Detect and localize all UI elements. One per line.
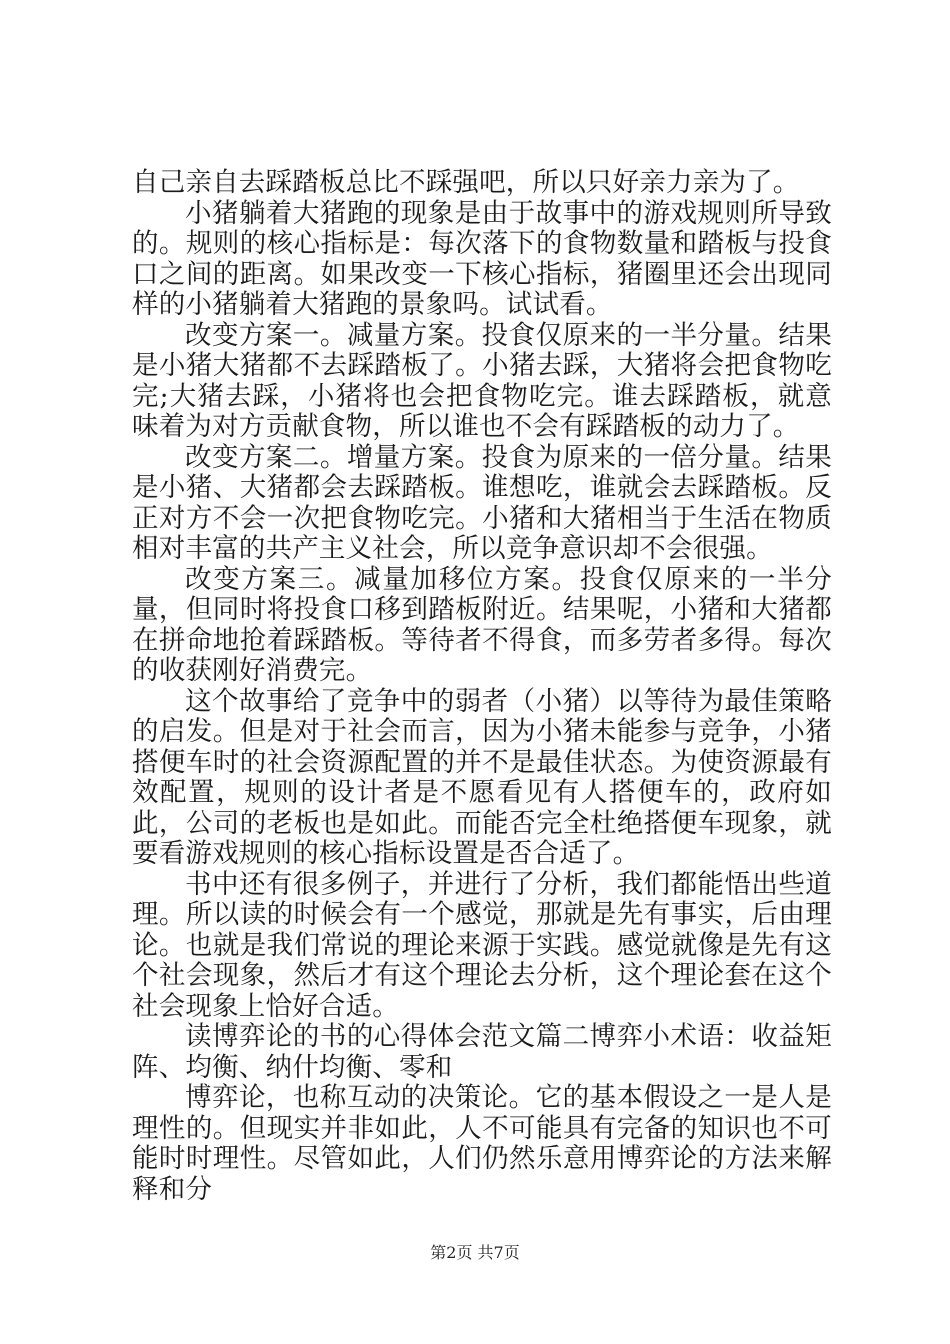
document-body: [132, 168, 832, 1205]
paragraph-2: 小猪躺着大猪跑的现象是由于故事中的游戏规则所导致的。规则的核心指标是：每次落下的食物数量和踏板与投食口之间的距离。如果改变一下核心指标，猪圈里还会出现同样的小猪躺着大猪跑的景象吗。试试看。: [132, 197, 832, 320]
page-number-footer: 第2页 共7页: [430, 1243, 520, 1262]
paragraph-6: 这个故事给了竞争中的弱者（小猪）以等待为最佳策略的启发。但是对于社会而言，因为小猪未能参与竞争，小猪搭便车时的社会资源配置的并不是最佳状态。为使资源最有效配置，规则的设计者是不愿看见有人搭便车的，政府如此，公司的老板也是如此。而能否完全杜绝搭便车现象，就要看游戏规则的核心指标设置是否合适了。: [132, 685, 832, 869]
paragraph-1: 自己亲自去踩踏板总比不踩强吧，所以只好亲力亲为了。: [132, 167, 800, 198]
paragraph-3: 改变方案一。减量方案。投食仅原来的一半分量。结果是小猪大猪都不去踩踏板了。小猪去踩，大猪将会把食物吃完;大猪去踩，小猪将也会把食物吃完。谁去踩踏板，就意味着为对方贡献食物，所以谁也不会有踩踏板的动力了。: [132, 319, 832, 442]
paragraph-7: 书中还有很多例子，并进行了分析，我们都能悟出些道理。所以读的时候会有一个感觉，那就是先有事实，后由理论。也就是我们常说的理论来源于实践。感觉就像是先有这个社会现象，然后才有这个理论去分析，这个理论套在这个社会现象上恰好合适。: [132, 868, 832, 1022]
paragraph-5: 改变方案三。减量加移位方案。投食仅原来的一半分量，但同时将投食口移到踏板附近。结果呢，小猪和大猪都在拼命地抢着踩踏板。等待者不得食，而多劳者多得。每次的收获刚好消费完。: [132, 563, 832, 686]
paragraph-8: 读博弈论的书的心得体会范文篇二博弈小术语：收益矩阵、均衡、纳什均衡、零和: [132, 1021, 832, 1083]
paragraph-4: 改变方案二。增量方案。投食为原来的一倍分量。结果是小猪、大猪都会去踩踏板。谁想吃，谁就会去踩踏板。反正对方不会一次把食物吃完。小猪和大猪相当于生活在物质相对丰富的共产主义社会，所以竞争意识却不会很强。: [132, 441, 832, 564]
paragraph-9: 博弈论，也称互动的决策论。它的基本假设之一是人是理性的。但现实并非如此，人不可能具有完备的知识也不可能时时理性。尽管如此，人们仍然乐意用博弈论的方法来解释和分: [132, 1082, 832, 1205]
